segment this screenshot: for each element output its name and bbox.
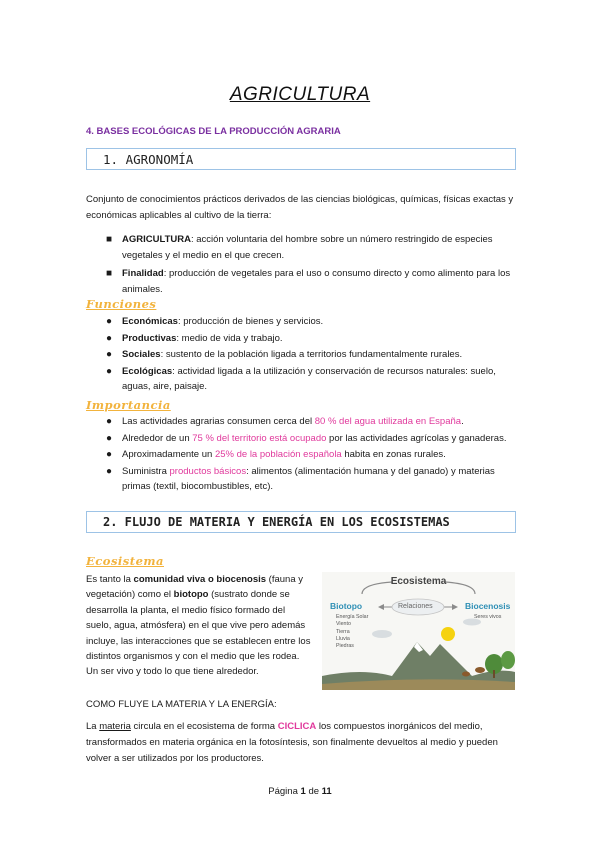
heading-box-label: 1. AGRONOMÍA: [103, 151, 194, 167]
bullet-icon: ●: [106, 365, 113, 377]
list-item: ● Productivas: medio de vida y trabajo.: [104, 331, 514, 347]
heading-box-flujo: [86, 511, 516, 533]
diagram-left-label: Biotopo: [330, 601, 363, 611]
importancia-list: [104, 414, 514, 496]
list-item: ● Económicas: producción de bienes y servicios.: [104, 314, 514, 330]
section-heading: 4. BASES ECOLÓGICAS DE LA PRODUCCIÓN AGRARIA: [86, 126, 341, 137]
list-item: ● Las actividades agrarias consumen cerca del 80 % del agua utilizada en España.: [104, 414, 514, 430]
list-item: ■ Finalidad: producción de vegetales para el uso o consumo directo y como alimento para los animales.: [106, 268, 511, 295]
bullet-icon: ●: [106, 332, 113, 344]
list-item: ● Suministra productos básicos: alimentos (alimentación humana y del ganado) y materias primas (textil, biocombustibles, etc).: [106, 465, 495, 492]
list-item: ● Alrededor de un 75 % del territorio está ocupado por las actividades agrícolas y ganaderas.: [104, 431, 514, 447]
diagram-right-label: Biocenosis: [465, 601, 511, 611]
diagram-title: Ecosistema: [390, 576, 447, 587]
bullet-icon: ●: [106, 349, 113, 360]
funciones-list: [104, 314, 514, 396]
list-item: ■ AGRICULTURA: acción voluntaria del hombre sobre un número restringido de especies vegetales y el medio en el que crecen.: [106, 234, 493, 261]
bullet-icon: ■: [106, 268, 113, 279]
page-title: AGRICULTURA: [229, 84, 371, 105]
heading-box-label: 2. FLUJO DE MATERIA Y ENERGÍA EN LOS ECOSISTEMAS: [103, 515, 450, 529]
bullet-icon: ●: [106, 465, 113, 477]
ecosistema-paragraph: Es tanto la comunidad viva o biocenosis (fauna y vegetación) como el biotopo (sustrato donde se desarrolla la planta, el medio físico formado del suelo, agua, atmósfera) en el que vive pero además incluye, las interacciones que se establecen entre los distintos organismos y con el medio que les rodea. Un ser vivo y todo lo que tiene alrededor.: [86, 574, 311, 678]
diagram-left-items: Energía Solar Viento Tierra Lluvia Piedras: [336, 614, 369, 650]
funciones-heading: Funciones: [86, 297, 157, 311]
diagram-center-label: Relaciones: [398, 603, 433, 610]
flow-paragraph: La materia circula en el ecosistema de forma CICLICA los compuestos inorgánicos del medio, transformados en materia orgánica en la fotosíntesis, son finalmente devueltos al medio y pueden volver a ser utilizados por los productores.: [86, 721, 498, 764]
list-item: ● Aproximadamente un 25% de la población española habita en zonas rurales.: [104, 447, 514, 463]
bullet-icon: ●: [106, 432, 113, 444]
ecosystem-diagram: [322, 572, 515, 690]
page-footer: Página 1 de 11: [268, 786, 332, 797]
flow-heading: COMO FLUYE LA MATERIA Y LA ENERGÍA:: [86, 699, 277, 710]
importancia-heading: Importancia: [86, 398, 171, 412]
bullet-icon: ●: [106, 416, 113, 427]
diagram-right-items: Seres vivos: [474, 614, 502, 620]
bullet-icon: ●: [106, 449, 113, 460]
list-item: ● Ecológicas: actividad ligada a la utilización y conservación de recursos naturales: suelo, aguas, aire, paisaje.: [106, 365, 496, 392]
definitions-list: [104, 232, 514, 300]
ecosistema-heading: Ecosistema: [86, 554, 165, 568]
intro-paragraph: Conjunto de conocimientos prácticos derivados de las ciencias biológicas, químicas, físicas exactas y económicas aplicables al cultivo de la tierra:: [86, 194, 514, 221]
heading-box-agronomia: [86, 148, 516, 170]
bullet-icon: ■: [106, 234, 113, 245]
bullet-icon: ●: [106, 316, 113, 327]
list-item: ● Sociales: sustento de la población ligada a territorios fundamentalmente rurales.: [104, 347, 514, 363]
